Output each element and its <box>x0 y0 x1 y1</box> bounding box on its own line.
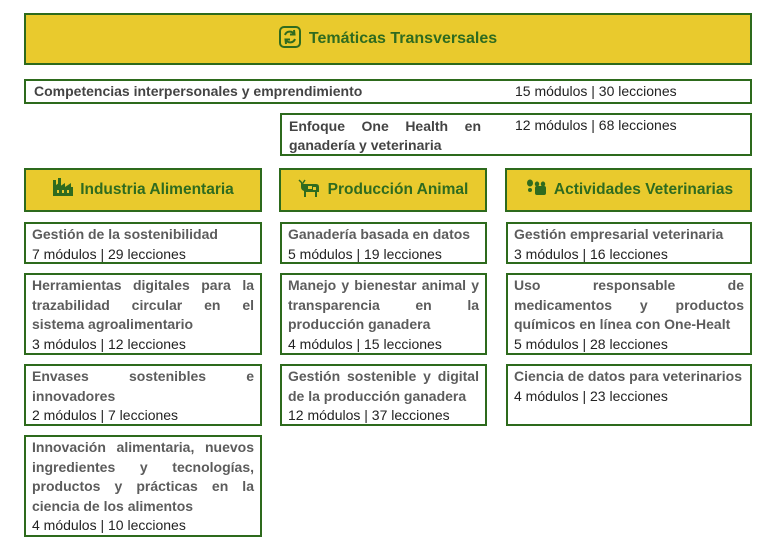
course-title: Gestión sostenible y digital de la producción ganadera <box>288 368 479 404</box>
course-title: Envases sostenibles e innovadores <box>32 368 254 404</box>
banner <box>24 13 752 65</box>
paw-icon <box>524 178 548 203</box>
course-count: 3 módulos | 12 lecciones <box>32 335 186 352</box>
column-title: Actividades Veterinarias <box>553 181 734 198</box>
course-title: Uso responsable de medicamentos y productos químicos en línea con One-Healt <box>514 277 744 332</box>
column-title: Industria Alimentaria <box>80 181 234 198</box>
course-count: 4 módulos | 15 lecciones <box>288 335 442 352</box>
course-title: Gestión empresarial veterinaria <box>514 226 724 242</box>
course-card <box>506 364 752 426</box>
column-title: Producción Animal <box>327 181 469 198</box>
course-title: Gestión de la sostenibilidad <box>32 226 218 242</box>
course-card <box>280 222 487 264</box>
course-title: Ciencia de datos para veterinarios <box>514 368 742 384</box>
factory-icon <box>52 178 74 203</box>
refresh-icon <box>279 26 301 53</box>
course-card <box>24 364 262 426</box>
course-count: 12 módulos | 37 lecciones <box>288 407 450 423</box>
transversal-item-one-health <box>280 113 752 156</box>
transversal-label: Enfoque One Health en ganadería y veterinaria <box>289 118 481 153</box>
course-count: 4 módulos | 23 lecciones <box>514 387 668 404</box>
cow-icon <box>298 178 322 203</box>
course-title: Innovación alimentaria, nuevos ingredientes y tecnologías, productos y prácticas en la ciencia de los alimentos <box>32 439 254 514</box>
column-header-produccion <box>279 168 487 212</box>
transversal-count: 15 módulos | 30 lecciones <box>515 83 677 99</box>
course-card <box>24 273 262 355</box>
course-count: 5 módulos | 19 lecciones <box>288 245 442 262</box>
column-header-veterinarias <box>505 168 752 212</box>
banner-title: Temáticas Transversales <box>308 30 498 47</box>
course-count: 7 módulos | 29 lecciones <box>32 245 186 262</box>
course-card <box>24 222 262 264</box>
course-count: 2 módulos | 7 lecciones <box>32 407 179 423</box>
column-header-industria <box>24 168 262 212</box>
course-card <box>280 273 487 355</box>
course-card <box>24 435 262 537</box>
course-count: 5 módulos | 28 lecciones <box>514 335 668 352</box>
course-title: Ganadería basada en datos <box>288 226 471 242</box>
transversal-count: 12 módulos | 68 lecciones <box>515 117 677 133</box>
course-title: Herramientas digitales para la trazabilidad circular en el sistema agroalimentario <box>32 277 254 332</box>
course-card <box>506 222 752 264</box>
course-card <box>506 273 752 355</box>
course-card <box>280 364 487 426</box>
course-count: 4 módulos | 10 lecciones <box>32 517 186 533</box>
transversal-item-competencias <box>24 79 752 104</box>
course-count: 3 módulos | 16 lecciones <box>514 245 668 262</box>
transversal-label: Competencias interpersonales y emprendimiento <box>34 83 363 99</box>
course-title: Manejo y bienestar animal y transparencia en la producción ganadera <box>288 277 479 332</box>
